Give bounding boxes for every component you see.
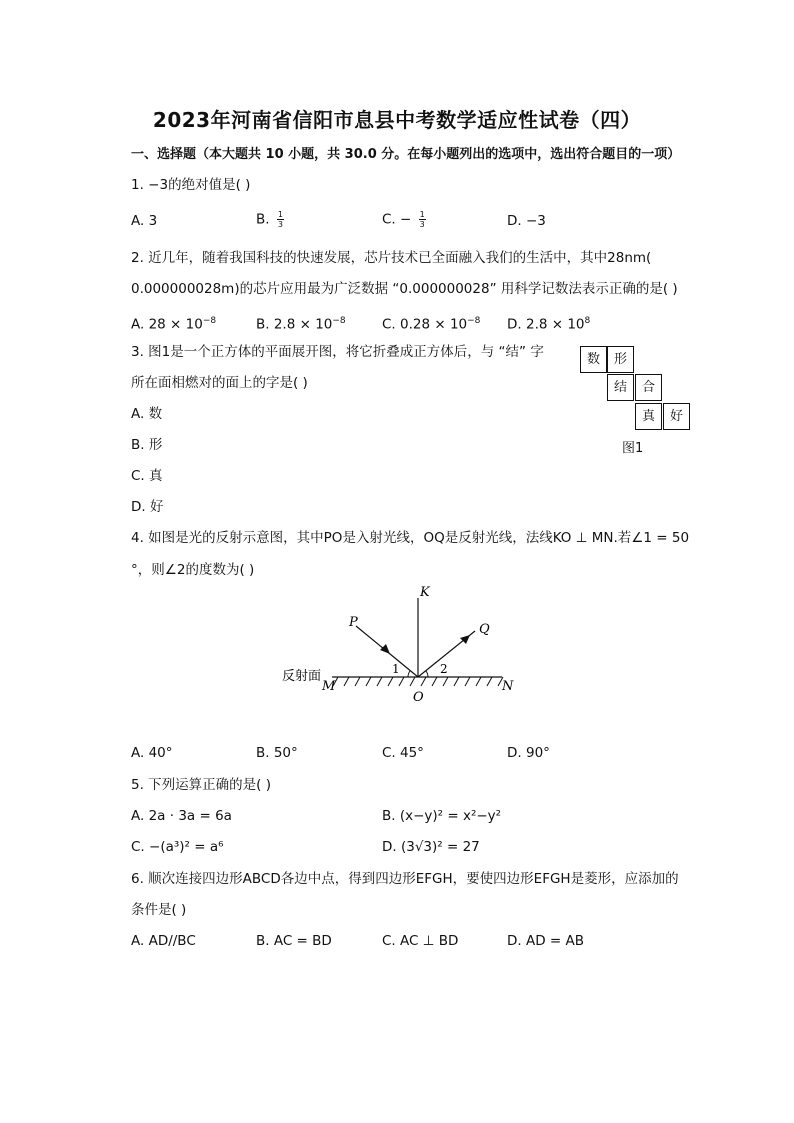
q1-option-d: D. −3 bbox=[507, 213, 546, 229]
q2-option-d bbox=[507, 312, 590, 334]
q2-option-c-exponent: −8 bbox=[467, 316, 481, 326]
net-cell-2: 形 bbox=[607, 346, 634, 373]
q2-option-a bbox=[131, 312, 216, 334]
q1-option-b-denominator: 3 bbox=[277, 220, 283, 229]
q1-option-c-numerator: 1 bbox=[419, 210, 425, 219]
q1-option-c bbox=[382, 210, 426, 229]
page-title: 2023年河南省信阳市息县中考数学适应性试卷（四） bbox=[152, 108, 642, 132]
q5-option-b: B. (x−y)² = x²−y² bbox=[382, 808, 502, 824]
label-O: O bbox=[413, 690, 424, 705]
q2-option-b-exponent: −8 bbox=[332, 316, 346, 326]
q1-option-c-denominator: 3 bbox=[419, 220, 425, 229]
net-cell-1: 数 bbox=[580, 346, 607, 373]
q1-option-b bbox=[256, 210, 284, 229]
q1-option-b-fraction bbox=[277, 210, 284, 229]
q4-stem-line2: °，则∠2的度数为( ) bbox=[131, 562, 255, 578]
q2-option-c bbox=[382, 312, 480, 334]
q6-option-a: A. AD//BC bbox=[131, 933, 196, 949]
q1-option-c-label: C. − bbox=[382, 211, 412, 228]
reflection-diagram bbox=[270, 580, 530, 710]
q2-option-d-exponent: 8 bbox=[584, 316, 591, 326]
label-N: N bbox=[502, 679, 514, 694]
q6-option-d: D. AD = AB bbox=[507, 933, 584, 949]
q3-stem-line1: 3. 图1是一个正方体的平面展开图，将它折叠成正方体后，与 “结” 字 bbox=[131, 344, 544, 360]
q1-option-b-label: B. bbox=[256, 211, 270, 228]
label-K: K bbox=[420, 585, 430, 600]
q1-option-b-numerator: 1 bbox=[277, 210, 283, 219]
q3-option-d: D. 好 bbox=[131, 499, 164, 515]
net-cell-3: 结 bbox=[607, 374, 634, 401]
q6-stem-line2: 条件是( ) bbox=[131, 902, 187, 918]
net-cell-6: 好 bbox=[663, 403, 690, 430]
label-Q: Q bbox=[479, 622, 490, 637]
section-header: 一、选择题（本大题共 10 小题，共 30.0 分。在每小题列出的选项中，选出符合题目的一项） bbox=[131, 147, 681, 162]
label-angle-2: 2 bbox=[440, 662, 448, 676]
angle-1-arc bbox=[408, 671, 410, 677]
q1-stem: 1. −3的绝对值是( ) bbox=[131, 177, 251, 193]
label-P: P bbox=[349, 615, 358, 630]
q4-option-b: B. 50° bbox=[256, 745, 298, 761]
q2-option-b bbox=[256, 312, 346, 334]
q3-option-a: A. 数 bbox=[131, 406, 163, 422]
q5-option-a: A. 2a · 3a = 6a bbox=[131, 808, 232, 824]
q5-option-c: C. −(a³)² = a⁶ bbox=[131, 839, 224, 855]
q2-stem-line1: 2. 近几年，随着我国科技的快速发展，芯片技术已全面融入我们的生活中，其中28nm( bbox=[131, 250, 652, 266]
q1-option-c-fraction bbox=[419, 210, 426, 229]
q5-option-d: D. (3√3)² = 27 bbox=[382, 839, 480, 855]
q3-stem-line2: 所在面相燃对的面上的字是( ) bbox=[131, 375, 308, 391]
net-cell-5: 真 bbox=[635, 403, 662, 430]
q2-option-b-base: B. 2.8 × 10 bbox=[256, 316, 333, 333]
angle-2-arc bbox=[426, 671, 428, 677]
q3-option-c: C. 真 bbox=[131, 468, 163, 484]
q5-stem: 5. 下列运算正确的是( ) bbox=[131, 777, 271, 793]
q6-stem-line1: 6. 顺次连接四边形ABCD各边中点，得到四边形EFGH，要使四边形EFGH是菱形，应添加的 bbox=[131, 871, 679, 887]
q4-option-c: C. 45° bbox=[382, 745, 424, 761]
label-reflecting-surface: 反射面 bbox=[282, 669, 322, 684]
q2-stem-line2: 0.000000028m)的芯片应用最为广泛数据 “0.000000028” 用科学记数法表示正确的是( ) bbox=[131, 281, 678, 297]
label-angle-1: 1 bbox=[392, 662, 400, 676]
q4-stem-line1: 4. 如图是光的反射示意图，其中PO是入射光线，OQ是反射光线，法线KO ⊥ MN.若∠1 = 50 bbox=[131, 530, 690, 546]
net-cell-4: 合 bbox=[635, 374, 662, 401]
q2-option-a-exponent: −8 bbox=[202, 316, 217, 326]
q4-option-d: D. 90° bbox=[507, 745, 550, 761]
q2-option-a-base: A. 28 × 10 bbox=[131, 316, 203, 333]
figure-caption: 图1 bbox=[622, 441, 644, 456]
q1-option-a: A. 3 bbox=[131, 213, 158, 229]
q2-option-c-base: C. 0.28 × 10 bbox=[382, 316, 468, 333]
incident-arrow bbox=[380, 644, 390, 654]
label-M: M bbox=[322, 679, 336, 694]
q4-option-a: A. 40° bbox=[131, 745, 173, 761]
q6-option-c: C. AC ⊥ BD bbox=[382, 933, 459, 949]
q6-option-b: B. AC = BD bbox=[256, 933, 332, 949]
surface-hatching bbox=[333, 677, 503, 686]
q2-option-d-base: D. 2.8 × 10 bbox=[507, 316, 585, 333]
q3-option-b: B. 形 bbox=[131, 437, 163, 453]
cube-net-figure bbox=[580, 346, 692, 432]
